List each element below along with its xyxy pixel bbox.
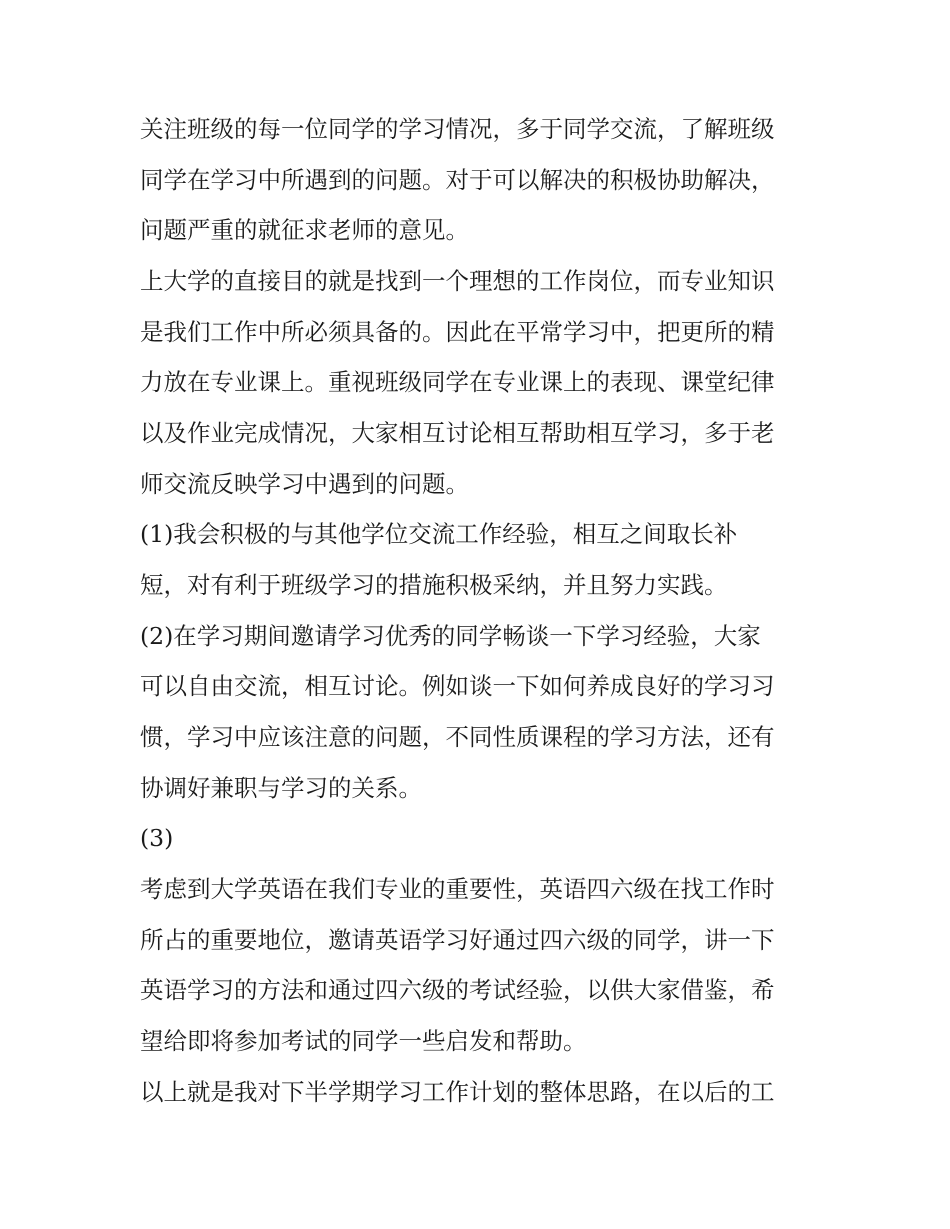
text-line: 考虑到大学英语在我们专业的重要性，英语四六级在找工作时: [140, 875, 775, 903]
text-line: 问题严重的就征求老师的意见。: [140, 216, 469, 244]
text-line: 惯，学习中应该注意的问题，不同性质课程的学习方法，还有: [140, 723, 775, 751]
text-line: 师交流反映学习中遇到的问题。: [140, 470, 469, 498]
text-line: (1)我会积极的与其他学位交流工作经验，相互之间取长补: [140, 520, 738, 548]
text-line: (3): [140, 824, 174, 852]
text-line: 以及作业完成情况，大家相互讨论相互帮助相互学习，多于老: [140, 419, 775, 447]
text-line: 以上就是我对下半学期学习工作计划的整体思路，在以后的工: [140, 1078, 775, 1106]
text-line: (2)在学习期间邀请学习优秀的同学畅谈一下学习经验，大家: [140, 622, 761, 650]
text-line: 同学在学习中所遇到的问题。对于可以解决的积极协助解决，: [140, 166, 775, 194]
text-line: 英语学习的方法和通过四六级的考试经验，以供大家借鉴，希: [140, 976, 775, 1004]
text-line: 是我们工作中所必须具备的。因此在平常学习中，把更所的精: [140, 318, 775, 346]
text-line: 协调好兼职与学习的关系。: [140, 774, 422, 802]
text-line: 力放在专业课上。重视班级同学在专业课上的表现、课堂纪律: [140, 368, 775, 396]
text-line: 望给即将参加考试的同学一些启发和帮助。: [140, 1027, 587, 1055]
text-line: 短，对有利于班级学习的措施积极采纳，并且努力实践。: [140, 571, 728, 599]
text-line: 关注班级的每一位同学的学习情况，多于同学交流，了解班级: [140, 115, 775, 143]
text-line: 上大学的直接目的就是找到一个理想的工作岗位，而专业知识: [140, 267, 775, 295]
text-line: 所占的重要地位，邀请英语学习好通过四六级的同学，讲一下: [140, 926, 775, 954]
text-line: 可以自由交流，相互讨论。例如谈一下如何养成良好的学习习: [140, 672, 775, 700]
